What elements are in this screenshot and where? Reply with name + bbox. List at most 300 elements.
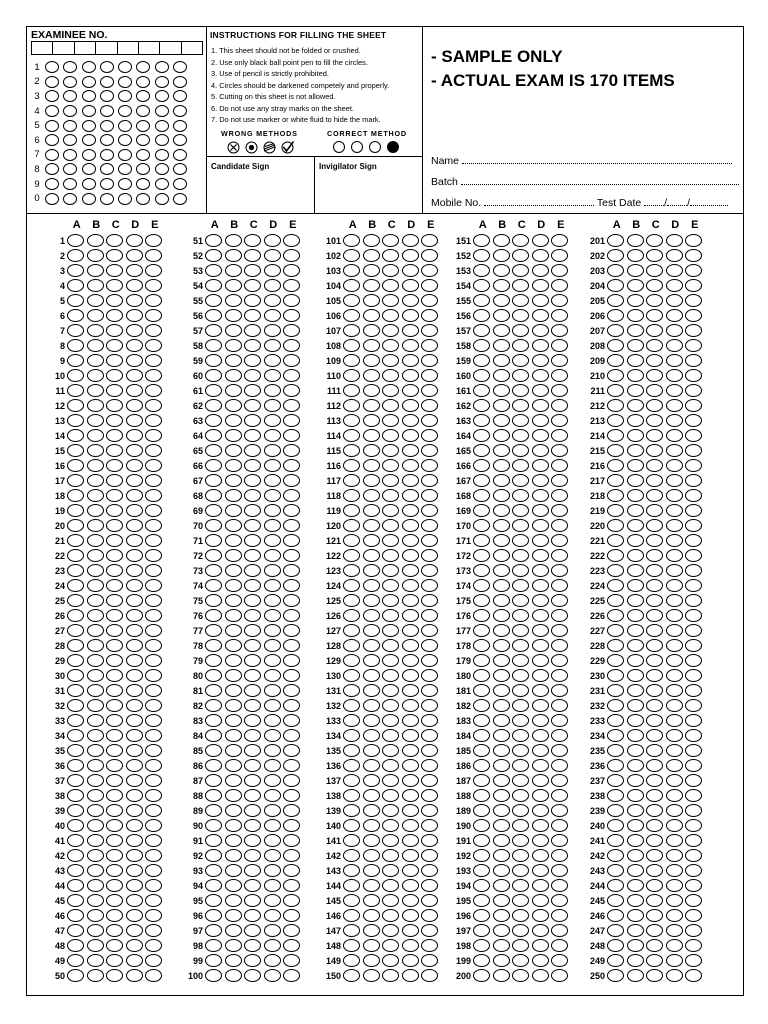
answer-bubble-e[interactable] (283, 519, 300, 532)
answer-bubble-b[interactable] (627, 834, 644, 847)
answer-bubble-d[interactable] (402, 699, 419, 712)
answer-bubble-e[interactable] (145, 354, 162, 367)
answer-bubble-c[interactable] (106, 759, 123, 772)
answer-bubble-b[interactable] (627, 339, 644, 352)
answer-bubble-a[interactable] (473, 459, 490, 472)
answer-bubble-e[interactable] (551, 909, 568, 922)
answer-bubble-e[interactable] (421, 249, 438, 262)
answer-bubble-c[interactable] (382, 714, 399, 727)
answer-bubble-d[interactable] (126, 309, 143, 322)
answer-bubble-a[interactable] (205, 699, 222, 712)
answer-bubble-c[interactable] (382, 444, 399, 457)
answer-bubble-a[interactable] (343, 804, 360, 817)
answer-bubble-a[interactable] (205, 744, 222, 757)
answer-bubble-e[interactable] (421, 819, 438, 832)
answer-bubble-e[interactable] (145, 714, 162, 727)
answer-bubble-d[interactable] (532, 714, 549, 727)
test-date-year[interactable] (690, 197, 728, 206)
answer-bubble-c[interactable] (244, 639, 261, 652)
answer-bubble-a[interactable] (67, 324, 84, 337)
answer-bubble-b[interactable] (363, 294, 380, 307)
answer-bubble-e[interactable] (551, 594, 568, 607)
answer-bubble-b[interactable] (225, 624, 242, 637)
answer-bubble-a[interactable] (205, 234, 222, 247)
answer-bubble-d[interactable] (126, 249, 143, 262)
answer-bubble-e[interactable] (283, 594, 300, 607)
answer-bubble-e[interactable] (685, 324, 702, 337)
answer-bubble-e[interactable] (421, 924, 438, 937)
answer-bubble-d[interactable] (666, 864, 683, 877)
answer-bubble-a[interactable] (607, 969, 624, 982)
answer-bubble-c[interactable] (382, 579, 399, 592)
answer-bubble-a[interactable] (473, 684, 490, 697)
answer-bubble-e[interactable] (551, 534, 568, 547)
answer-bubble-e[interactable] (283, 354, 300, 367)
answer-bubble-e[interactable] (685, 534, 702, 547)
answer-bubble-e[interactable] (551, 834, 568, 847)
answer-bubble-b[interactable] (627, 414, 644, 427)
answer-bubble-b[interactable] (363, 849, 380, 862)
answer-bubble-c[interactable] (106, 564, 123, 577)
answer-bubble-b[interactable] (363, 249, 380, 262)
answer-bubble-e[interactable] (551, 819, 568, 832)
examinee-digit-bubble[interactable] (45, 90, 59, 102)
answer-bubble-b[interactable] (87, 699, 104, 712)
answer-bubble-d[interactable] (532, 594, 549, 607)
answer-bubble-a[interactable] (343, 684, 360, 697)
answer-bubble-c[interactable] (512, 864, 529, 877)
answer-bubble-a[interactable] (67, 879, 84, 892)
answer-bubble-d[interactable] (264, 429, 281, 442)
answer-bubble-d[interactable] (402, 669, 419, 682)
answer-bubble-d[interactable] (532, 954, 549, 967)
answer-bubble-e[interactable] (145, 699, 162, 712)
answer-bubble-a[interactable] (343, 549, 360, 562)
answer-bubble-b[interactable] (363, 594, 380, 607)
answer-bubble-e[interactable] (551, 309, 568, 322)
answer-bubble-b[interactable] (87, 819, 104, 832)
answer-bubble-d[interactable] (402, 519, 419, 532)
answer-bubble-b[interactable] (225, 384, 242, 397)
answer-bubble-d[interactable] (532, 429, 549, 442)
answer-bubble-b[interactable] (87, 399, 104, 412)
answer-bubble-e[interactable] (421, 609, 438, 622)
answer-bubble-d[interactable] (126, 399, 143, 412)
answer-bubble-e[interactable] (145, 369, 162, 382)
answer-bubble-b[interactable] (87, 879, 104, 892)
answer-bubble-d[interactable] (402, 714, 419, 727)
examinee-digit-bubble[interactable] (82, 76, 96, 88)
answer-bubble-b[interactable] (225, 369, 242, 382)
answer-bubble-e[interactable] (283, 669, 300, 682)
answer-bubble-c[interactable] (512, 654, 529, 667)
examinee-digit-box[interactable] (96, 42, 117, 54)
answer-bubble-b[interactable] (493, 954, 510, 967)
answer-bubble-c[interactable] (512, 534, 529, 547)
answer-bubble-b[interactable] (225, 684, 242, 697)
answer-bubble-a[interactable] (473, 294, 490, 307)
answer-bubble-a[interactable] (67, 444, 84, 457)
answer-bubble-c[interactable] (646, 489, 663, 502)
answer-bubble-d[interactable] (666, 429, 683, 442)
answer-bubble-a[interactable] (607, 789, 624, 802)
answer-bubble-e[interactable] (283, 384, 300, 397)
answer-bubble-c[interactable] (244, 789, 261, 802)
answer-bubble-a[interactable] (607, 429, 624, 442)
answer-bubble-e[interactable] (145, 264, 162, 277)
answer-bubble-c[interactable] (106, 924, 123, 937)
answer-bubble-a[interactable] (607, 249, 624, 262)
answer-bubble-a[interactable] (473, 519, 490, 532)
answer-bubble-a[interactable] (343, 849, 360, 862)
answer-bubble-c[interactable] (646, 429, 663, 442)
answer-bubble-d[interactable] (264, 714, 281, 727)
answer-bubble-b[interactable] (363, 399, 380, 412)
answer-bubble-a[interactable] (607, 294, 624, 307)
answer-bubble-e[interactable] (551, 504, 568, 517)
answer-bubble-a[interactable] (343, 744, 360, 757)
answer-bubble-c[interactable] (382, 489, 399, 502)
answer-bubble-c[interactable] (106, 849, 123, 862)
answer-bubble-d[interactable] (532, 939, 549, 952)
answer-bubble-d[interactable] (264, 324, 281, 337)
answer-bubble-c[interactable] (106, 459, 123, 472)
answer-bubble-b[interactable] (225, 639, 242, 652)
answer-bubble-a[interactable] (473, 909, 490, 922)
answer-bubble-a[interactable] (473, 624, 490, 637)
answer-bubble-d[interactable] (532, 819, 549, 832)
examinee-digit-box[interactable] (75, 42, 96, 54)
answer-bubble-c[interactable] (244, 534, 261, 547)
answer-bubble-e[interactable] (283, 489, 300, 502)
answer-bubble-b[interactable] (363, 924, 380, 937)
answer-bubble-a[interactable] (607, 594, 624, 607)
answer-bubble-e[interactable] (685, 759, 702, 772)
answer-bubble-e[interactable] (421, 699, 438, 712)
answer-bubble-a[interactable] (205, 429, 222, 442)
answer-bubble-c[interactable] (512, 879, 529, 892)
examinee-digit-bubble[interactable] (173, 120, 187, 132)
answer-bubble-b[interactable] (87, 609, 104, 622)
answer-bubble-d[interactable] (666, 969, 683, 982)
answer-bubble-a[interactable] (205, 474, 222, 487)
answer-bubble-e[interactable] (685, 654, 702, 667)
answer-bubble-a[interactable] (473, 594, 490, 607)
answer-bubble-e[interactable] (421, 744, 438, 757)
answer-bubble-b[interactable] (363, 939, 380, 952)
answer-bubble-c[interactable] (512, 564, 529, 577)
answer-bubble-a[interactable] (67, 759, 84, 772)
examinee-digit-bubble[interactable] (100, 76, 114, 88)
answer-bubble-d[interactable] (532, 579, 549, 592)
test-date-day[interactable] (644, 197, 664, 206)
answer-bubble-b[interactable] (493, 864, 510, 877)
answer-bubble-b[interactable] (493, 354, 510, 367)
answer-bubble-a[interactable] (473, 864, 490, 877)
answer-bubble-b[interactable] (493, 459, 510, 472)
answer-bubble-b[interactable] (225, 249, 242, 262)
answer-bubble-c[interactable] (382, 519, 399, 532)
answer-bubble-c[interactable] (106, 534, 123, 547)
answer-bubble-c[interactable] (646, 804, 663, 817)
answer-bubble-a[interactable] (67, 399, 84, 412)
examinee-digit-bubble[interactable] (136, 163, 150, 175)
examinee-digit-bubble[interactable] (45, 163, 59, 175)
answer-bubble-e[interactable] (145, 864, 162, 877)
answer-bubble-e[interactable] (551, 774, 568, 787)
answer-bubble-c[interactable] (382, 534, 399, 547)
answer-bubble-c[interactable] (646, 969, 663, 982)
answer-bubble-b[interactable] (627, 609, 644, 622)
answer-bubble-e[interactable] (685, 789, 702, 802)
answer-bubble-a[interactable] (67, 864, 84, 877)
answer-bubble-b[interactable] (225, 579, 242, 592)
examinee-digit-bubble[interactable] (118, 193, 132, 205)
answer-bubble-e[interactable] (283, 249, 300, 262)
answer-bubble-b[interactable] (363, 819, 380, 832)
answer-bubble-a[interactable] (205, 504, 222, 517)
answer-bubble-e[interactable] (551, 654, 568, 667)
answer-bubble-d[interactable] (402, 834, 419, 847)
answer-bubble-c[interactable] (106, 234, 123, 247)
answer-bubble-c[interactable] (382, 879, 399, 892)
answer-bubble-e[interactable] (145, 579, 162, 592)
answer-bubble-b[interactable] (225, 954, 242, 967)
answer-bubble-e[interactable] (283, 549, 300, 562)
examinee-digit-bubble[interactable] (155, 134, 169, 146)
answer-bubble-b[interactable] (225, 879, 242, 892)
answer-bubble-d[interactable] (402, 924, 419, 937)
answer-bubble-c[interactable] (106, 309, 123, 322)
answer-bubble-e[interactable] (551, 354, 568, 367)
answer-bubble-b[interactable] (87, 234, 104, 247)
answer-bubble-b[interactable] (363, 714, 380, 727)
examinee-digit-bubble[interactable] (100, 163, 114, 175)
answer-bubble-a[interactable] (343, 894, 360, 907)
answer-bubble-c[interactable] (512, 384, 529, 397)
answer-bubble-c[interactable] (646, 549, 663, 562)
answer-bubble-d[interactable] (666, 339, 683, 352)
answer-bubble-b[interactable] (87, 894, 104, 907)
answer-bubble-b[interactable] (493, 234, 510, 247)
answer-bubble-a[interactable] (473, 819, 490, 832)
answer-bubble-e[interactable] (421, 864, 438, 877)
answer-bubble-c[interactable] (646, 339, 663, 352)
answer-bubble-d[interactable] (402, 564, 419, 577)
examinee-digit-bubble[interactable] (82, 193, 96, 205)
answer-bubble-c[interactable] (646, 624, 663, 637)
answer-bubble-b[interactable] (627, 234, 644, 247)
answer-bubble-b[interactable] (225, 339, 242, 352)
answer-bubble-c[interactable] (106, 294, 123, 307)
answer-bubble-a[interactable] (607, 939, 624, 952)
examinee-digit-box[interactable] (118, 42, 139, 54)
answer-bubble-d[interactable] (126, 774, 143, 787)
answer-bubble-a[interactable] (607, 519, 624, 532)
answer-bubble-a[interactable] (473, 444, 490, 457)
examinee-digit-bubble[interactable] (173, 90, 187, 102)
answer-bubble-c[interactable] (106, 654, 123, 667)
answer-bubble-d[interactable] (402, 909, 419, 922)
answer-bubble-a[interactable] (343, 729, 360, 742)
examinee-digit-bubble[interactable] (155, 105, 169, 117)
answer-bubble-e[interactable] (551, 804, 568, 817)
answer-bubble-b[interactable] (87, 414, 104, 427)
answer-bubble-e[interactable] (145, 459, 162, 472)
answer-bubble-e[interactable] (685, 939, 702, 952)
answer-bubble-e[interactable] (421, 354, 438, 367)
examinee-digit-bubble[interactable] (100, 193, 114, 205)
answer-bubble-e[interactable] (685, 819, 702, 832)
answer-bubble-d[interactable] (532, 789, 549, 802)
examinee-digit-bubble[interactable] (173, 105, 187, 117)
answer-bubble-c[interactable] (244, 969, 261, 982)
answer-bubble-a[interactable] (343, 234, 360, 247)
answer-bubble-b[interactable] (225, 444, 242, 457)
answer-bubble-a[interactable] (205, 594, 222, 607)
answer-bubble-e[interactable] (685, 369, 702, 382)
answer-bubble-d[interactable] (402, 849, 419, 862)
answer-bubble-d[interactable] (264, 804, 281, 817)
answer-bubble-a[interactable] (205, 969, 222, 982)
answer-bubble-a[interactable] (343, 654, 360, 667)
answer-bubble-a[interactable] (67, 564, 84, 577)
answer-bubble-c[interactable] (106, 249, 123, 262)
answer-bubble-d[interactable] (532, 909, 549, 922)
answer-bubble-d[interactable] (264, 849, 281, 862)
examinee-digit-bubble[interactable] (155, 163, 169, 175)
answer-bubble-c[interactable] (512, 474, 529, 487)
answer-bubble-b[interactable] (87, 849, 104, 862)
answer-bubble-b[interactable] (493, 414, 510, 427)
answer-bubble-d[interactable] (402, 579, 419, 592)
answer-bubble-b[interactable] (627, 294, 644, 307)
answer-bubble-c[interactable] (106, 684, 123, 697)
answer-bubble-c[interactable] (512, 714, 529, 727)
answer-bubble-e[interactable] (421, 324, 438, 337)
answer-bubble-a[interactable] (205, 294, 222, 307)
answer-bubble-a[interactable] (205, 864, 222, 877)
answer-bubble-b[interactable] (225, 324, 242, 337)
answer-bubble-c[interactable] (244, 354, 261, 367)
answer-bubble-b[interactable] (493, 609, 510, 622)
answer-bubble-d[interactable] (264, 834, 281, 847)
answer-bubble-e[interactable] (551, 879, 568, 892)
answer-bubble-a[interactable] (473, 279, 490, 292)
answer-bubble-d[interactable] (126, 414, 143, 427)
answer-bubble-e[interactable] (551, 549, 568, 562)
answer-bubble-a[interactable] (67, 279, 84, 292)
answer-bubble-a[interactable] (67, 774, 84, 787)
answer-bubble-e[interactable] (551, 399, 568, 412)
answer-bubble-b[interactable] (87, 804, 104, 817)
answer-bubble-d[interactable] (402, 729, 419, 742)
answer-bubble-b[interactable] (87, 369, 104, 382)
answer-bubble-b[interactable] (493, 714, 510, 727)
answer-bubble-c[interactable] (512, 369, 529, 382)
answer-bubble-b[interactable] (225, 459, 242, 472)
answer-bubble-b[interactable] (627, 564, 644, 577)
answer-bubble-d[interactable] (126, 894, 143, 907)
answer-bubble-e[interactable] (685, 639, 702, 652)
answer-bubble-d[interactable] (126, 354, 143, 367)
answer-bubble-e[interactable] (551, 564, 568, 577)
answer-bubble-a[interactable] (67, 309, 84, 322)
answer-bubble-a[interactable] (343, 624, 360, 637)
answer-bubble-c[interactable] (244, 744, 261, 757)
answer-bubble-a[interactable] (205, 624, 222, 637)
answer-bubble-d[interactable] (532, 354, 549, 367)
answer-bubble-e[interactable] (145, 669, 162, 682)
answer-bubble-a[interactable] (607, 699, 624, 712)
examinee-digit-bubble[interactable] (118, 149, 132, 161)
answer-bubble-e[interactable] (421, 489, 438, 502)
answer-bubble-a[interactable] (343, 954, 360, 967)
answer-bubble-e[interactable] (421, 684, 438, 697)
answer-bubble-a[interactable] (343, 939, 360, 952)
answer-bubble-d[interactable] (402, 459, 419, 472)
answer-bubble-e[interactable] (283, 579, 300, 592)
answer-bubble-b[interactable] (493, 879, 510, 892)
answer-bubble-e[interactable] (421, 579, 438, 592)
answer-bubble-c[interactable] (512, 834, 529, 847)
answer-bubble-c[interactable] (512, 234, 529, 247)
answer-bubble-e[interactable] (283, 474, 300, 487)
answer-bubble-b[interactable] (225, 279, 242, 292)
answer-bubble-b[interactable] (87, 429, 104, 442)
answer-bubble-d[interactable] (126, 954, 143, 967)
answer-bubble-c[interactable] (382, 774, 399, 787)
examinee-digit-bubble[interactable] (100, 134, 114, 146)
answer-bubble-e[interactable] (145, 594, 162, 607)
answer-bubble-e[interactable] (685, 339, 702, 352)
answer-bubble-b[interactable] (225, 429, 242, 442)
answer-bubble-e[interactable] (145, 774, 162, 787)
answer-bubble-d[interactable] (402, 654, 419, 667)
answer-bubble-c[interactable] (382, 294, 399, 307)
answer-bubble-d[interactable] (264, 489, 281, 502)
answer-bubble-c[interactable] (106, 489, 123, 502)
answer-bubble-e[interactable] (283, 399, 300, 412)
answer-bubble-b[interactable] (87, 594, 104, 607)
answer-bubble-b[interactable] (87, 774, 104, 787)
answer-bubble-c[interactable] (244, 444, 261, 457)
answer-bubble-d[interactable] (264, 564, 281, 577)
answer-bubble-a[interactable] (67, 429, 84, 442)
answer-bubble-e[interactable] (145, 879, 162, 892)
answer-bubble-d[interactable] (264, 549, 281, 562)
examinee-digit-bubble[interactable] (173, 178, 187, 190)
answer-bubble-e[interactable] (685, 294, 702, 307)
answer-bubble-b[interactable] (493, 324, 510, 337)
examinee-digit-bubble[interactable] (100, 105, 114, 117)
answer-bubble-c[interactable] (382, 504, 399, 517)
answer-bubble-e[interactable] (551, 714, 568, 727)
answer-bubble-a[interactable] (473, 504, 490, 517)
answer-bubble-b[interactable] (493, 894, 510, 907)
answer-bubble-e[interactable] (421, 834, 438, 847)
answer-bubble-d[interactable] (126, 879, 143, 892)
answer-bubble-c[interactable] (512, 684, 529, 697)
answer-bubble-a[interactable] (67, 414, 84, 427)
answer-bubble-b[interactable] (87, 654, 104, 667)
answer-bubble-b[interactable] (627, 504, 644, 517)
examinee-digit-bubble[interactable] (82, 90, 96, 102)
answer-bubble-d[interactable] (264, 744, 281, 757)
answer-bubble-b[interactable] (87, 564, 104, 577)
answer-bubble-b[interactable] (225, 729, 242, 742)
answer-bubble-d[interactable] (402, 954, 419, 967)
